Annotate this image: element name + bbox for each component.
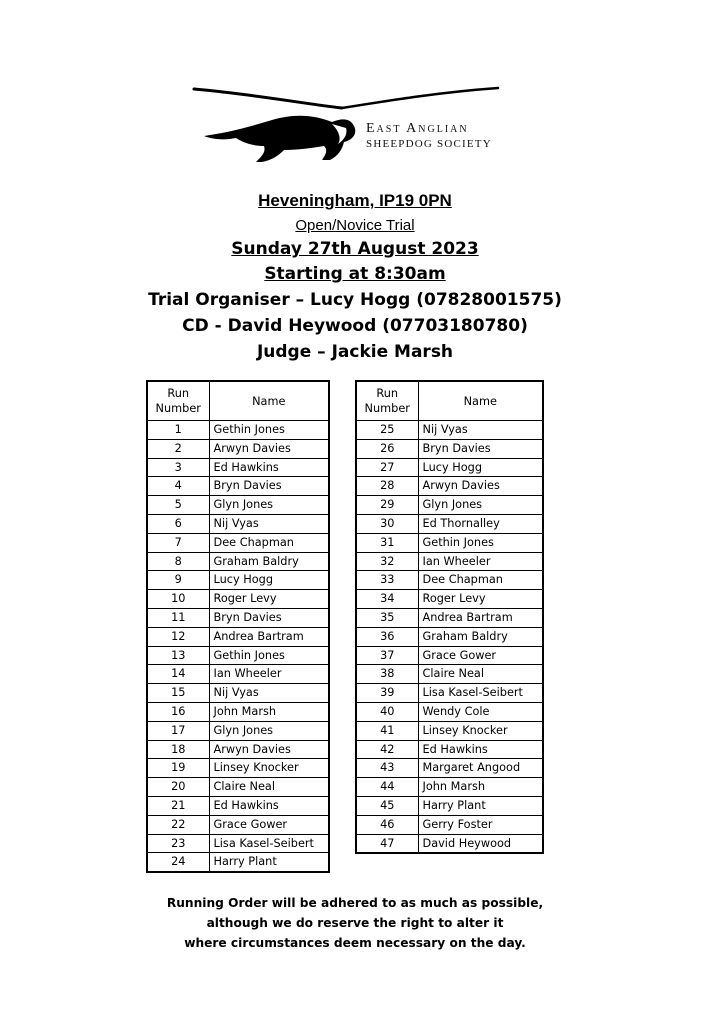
handler-name-cell: Bryn Davies bbox=[209, 608, 329, 627]
handler-name-cell: Gethin Jones bbox=[418, 533, 543, 552]
handler-name-cell: Andrea Bartram bbox=[418, 608, 543, 627]
run-number-cell: 38 bbox=[356, 665, 418, 684]
run-number-cell: 9 bbox=[147, 571, 209, 590]
society-name-line1: East Anglian bbox=[366, 121, 469, 136]
handler-name-cell: Gerry Foster bbox=[418, 815, 543, 834]
table-row bbox=[147, 778, 329, 797]
handler-name-cell: Ed Thornalley bbox=[418, 514, 543, 533]
footer-line-2: although we do reserve the right to alter it bbox=[206, 916, 504, 930]
table-row bbox=[356, 702, 543, 721]
run-number-cell: 25 bbox=[356, 421, 418, 440]
run-number-cell: 37 bbox=[356, 646, 418, 665]
run-number-cell: 26 bbox=[356, 439, 418, 458]
run-number-cell: 17 bbox=[147, 721, 209, 740]
running-order-table-left bbox=[146, 380, 330, 873]
running-order-table-right bbox=[355, 380, 544, 854]
run-number-cell: 12 bbox=[147, 627, 209, 646]
table-row bbox=[356, 646, 543, 665]
table-row bbox=[356, 590, 543, 609]
start-time-heading: Starting at 8:30am bbox=[264, 264, 446, 284]
run-number-cell: 5 bbox=[147, 496, 209, 515]
table-row bbox=[147, 759, 329, 778]
handler-name-cell: Ed Hawkins bbox=[209, 458, 329, 477]
run-number-cell: 11 bbox=[147, 608, 209, 627]
table-row bbox=[356, 759, 543, 778]
table-row bbox=[147, 439, 329, 458]
location-heading: Heveningham, IP19 0PN bbox=[258, 191, 452, 210]
table-row bbox=[147, 590, 329, 609]
handler-name-cell: Arwyn Davies bbox=[209, 439, 329, 458]
handler-name-cell: Ed Hawkins bbox=[209, 796, 329, 815]
handler-name-cell: Linsey Knocker bbox=[418, 721, 543, 740]
run-number-cell: 40 bbox=[356, 702, 418, 721]
run-number-cell: 28 bbox=[356, 477, 418, 496]
table-body-left bbox=[147, 421, 329, 873]
run-number-cell: 21 bbox=[147, 796, 209, 815]
table-body-right bbox=[356, 421, 543, 854]
table-row bbox=[356, 796, 543, 815]
table-row bbox=[147, 740, 329, 759]
table-row bbox=[147, 796, 329, 815]
handler-name-cell: Arwyn Davies bbox=[418, 477, 543, 496]
table-row bbox=[147, 421, 329, 440]
run-number-cell: 34 bbox=[356, 590, 418, 609]
handler-name-cell: John Marsh bbox=[418, 778, 543, 797]
table-row bbox=[147, 627, 329, 646]
table-row bbox=[147, 684, 329, 703]
table-row bbox=[356, 665, 543, 684]
table-row bbox=[356, 608, 543, 627]
handler-name-cell: Nij Vyas bbox=[209, 684, 329, 703]
table-row bbox=[356, 721, 543, 740]
table-row bbox=[147, 702, 329, 721]
run-number-cell: 15 bbox=[147, 684, 209, 703]
handler-name-cell: Ian Wheeler bbox=[418, 552, 543, 571]
handler-name-cell: Lisa Kasel-Seibert bbox=[209, 834, 329, 853]
run-header-text: Run bbox=[376, 387, 399, 400]
handler-name-cell: Margaret Angood bbox=[418, 759, 543, 778]
table-row bbox=[356, 458, 543, 477]
handler-name-cell: Gethin Jones bbox=[209, 646, 329, 665]
run-number-cell: 33 bbox=[356, 571, 418, 590]
table-row bbox=[356, 421, 543, 440]
table-row bbox=[147, 646, 329, 665]
run-number-cell: 41 bbox=[356, 721, 418, 740]
handler-name-cell: Bryn Davies bbox=[418, 439, 543, 458]
handler-name-cell: Linsey Knocker bbox=[209, 759, 329, 778]
handler-name-cell: Nij Vyas bbox=[209, 514, 329, 533]
handler-name-cell: Claire Neal bbox=[418, 665, 543, 684]
event-headings bbox=[0, 192, 710, 370]
table-row bbox=[147, 496, 329, 515]
handler-name-cell: Roger Levy bbox=[418, 590, 543, 609]
handler-name-cell: Grace Gower bbox=[209, 815, 329, 834]
table-row bbox=[356, 740, 543, 759]
table-row bbox=[147, 815, 329, 834]
handler-name-cell: Harry Plant bbox=[418, 796, 543, 815]
run-number-cell: 3 bbox=[147, 458, 209, 477]
handler-name-cell: David Heywood bbox=[418, 834, 543, 853]
run-number-cell: 20 bbox=[147, 778, 209, 797]
run-number-cell: 8 bbox=[147, 552, 209, 571]
society-name-line2: SHEEPDOG SOCIETY bbox=[366, 137, 492, 150]
table-header-row bbox=[147, 381, 329, 421]
table-row bbox=[147, 721, 329, 740]
table-row bbox=[147, 514, 329, 533]
table-row bbox=[147, 458, 329, 477]
table-row bbox=[147, 571, 329, 590]
table-row bbox=[147, 608, 329, 627]
run-number-cell: 16 bbox=[147, 702, 209, 721]
handler-name-cell: Graham Baldry bbox=[418, 627, 543, 646]
handler-name-cell: Harry Plant bbox=[209, 853, 329, 872]
run-number-cell: 13 bbox=[147, 646, 209, 665]
table-row bbox=[356, 834, 543, 853]
run-number-cell: 44 bbox=[356, 778, 418, 797]
handler-name-cell: Gethin Jones bbox=[209, 421, 329, 440]
run-number-cell: 23 bbox=[147, 834, 209, 853]
footer-note bbox=[0, 893, 710, 953]
run-number-cell: 14 bbox=[147, 665, 209, 684]
run-number-header bbox=[356, 381, 418, 421]
run-number-cell: 32 bbox=[356, 552, 418, 571]
handler-name-cell: Grace Gower bbox=[418, 646, 543, 665]
run-number-cell: 24 bbox=[147, 853, 209, 872]
society-name bbox=[366, 120, 492, 151]
table-row bbox=[356, 439, 543, 458]
judge-line: Judge – Jackie Marsh bbox=[256, 342, 454, 362]
footer-line-1: Running Order will be adhered to as much as possible, bbox=[166, 896, 544, 910]
handler-name-cell: Andrea Bartram bbox=[209, 627, 329, 646]
run-number-cell: 42 bbox=[356, 740, 418, 759]
run-number-cell: 18 bbox=[147, 740, 209, 759]
handler-name-cell: Ian Wheeler bbox=[209, 665, 329, 684]
table-row bbox=[147, 834, 329, 853]
name-header: Name bbox=[418, 381, 543, 421]
number-header-text: Number bbox=[155, 402, 201, 415]
table-row bbox=[356, 533, 543, 552]
run-number-cell: 19 bbox=[147, 759, 209, 778]
table-header-row bbox=[356, 381, 543, 421]
table-row bbox=[356, 496, 543, 515]
handler-name-cell: Lucy Hogg bbox=[418, 458, 543, 477]
run-number-cell: 29 bbox=[356, 496, 418, 515]
run-number-cell: 36 bbox=[356, 627, 418, 646]
handler-name-cell: Glyn Jones bbox=[209, 496, 329, 515]
run-number-cell: 45 bbox=[356, 796, 418, 815]
table-row bbox=[147, 853, 329, 872]
run-number-cell: 31 bbox=[356, 533, 418, 552]
handler-name-cell: Bryn Davies bbox=[209, 477, 329, 496]
table-row bbox=[356, 571, 543, 590]
handler-name-cell: Arwyn Davies bbox=[209, 740, 329, 759]
handler-name-cell: Nij Vyas bbox=[418, 421, 543, 440]
run-number-cell: 43 bbox=[356, 759, 418, 778]
handler-name-cell: Dee Chapman bbox=[209, 533, 329, 552]
organiser-line: Trial Organiser – Lucy Hogg (07828001575) bbox=[148, 290, 562, 310]
run-number-cell: 47 bbox=[356, 834, 418, 853]
run-number-cell: 2 bbox=[147, 439, 209, 458]
table-row bbox=[356, 684, 543, 703]
handler-name-cell: Ed Hawkins bbox=[418, 740, 543, 759]
run-number-cell: 30 bbox=[356, 514, 418, 533]
table-row bbox=[356, 477, 543, 496]
table-row bbox=[356, 514, 543, 533]
handler-name-cell: Claire Neal bbox=[209, 778, 329, 797]
run-number-cell: 35 bbox=[356, 608, 418, 627]
cd-line: CD - David Heywood (07703180780) bbox=[182, 316, 528, 336]
name-header: Name bbox=[209, 381, 329, 421]
run-number-cell: 4 bbox=[147, 477, 209, 496]
number-header-text: Number bbox=[364, 402, 410, 415]
table-row bbox=[147, 477, 329, 496]
handler-name-cell: John Marsh bbox=[209, 702, 329, 721]
run-header-text: Run bbox=[167, 387, 190, 400]
handler-name-cell: Roger Levy bbox=[209, 590, 329, 609]
table-row bbox=[356, 778, 543, 797]
handler-name-cell: Lucy Hogg bbox=[209, 571, 329, 590]
handler-name-cell: Glyn Jones bbox=[418, 496, 543, 515]
table-row bbox=[147, 533, 329, 552]
table-row bbox=[356, 815, 543, 834]
run-number-cell: 22 bbox=[147, 815, 209, 834]
run-number-cell: 10 bbox=[147, 590, 209, 609]
run-number-cell: 7 bbox=[147, 533, 209, 552]
run-number-cell: 39 bbox=[356, 684, 418, 703]
run-number-header bbox=[147, 381, 209, 421]
trial-type-heading: Open/Novice Trial bbox=[295, 217, 415, 234]
table-row bbox=[356, 552, 543, 571]
table-row bbox=[147, 665, 329, 684]
handler-name-cell: Glyn Jones bbox=[209, 721, 329, 740]
handler-name-cell: Graham Baldry bbox=[209, 552, 329, 571]
run-number-cell: 27 bbox=[356, 458, 418, 477]
table-row bbox=[356, 627, 543, 646]
table-row bbox=[147, 552, 329, 571]
run-number-cell: 1 bbox=[147, 421, 209, 440]
date-heading: Sunday 27th August 2023 bbox=[231, 239, 479, 259]
handler-name-cell: Dee Chapman bbox=[418, 571, 543, 590]
run-number-cell: 46 bbox=[356, 815, 418, 834]
handler-name-cell: Wendy Cole bbox=[418, 702, 543, 721]
handler-name-cell: Lisa Kasel-Seibert bbox=[418, 684, 543, 703]
footer-line-3: where circumstances deem necessary on the day. bbox=[184, 936, 526, 950]
run-number-cell: 6 bbox=[147, 514, 209, 533]
